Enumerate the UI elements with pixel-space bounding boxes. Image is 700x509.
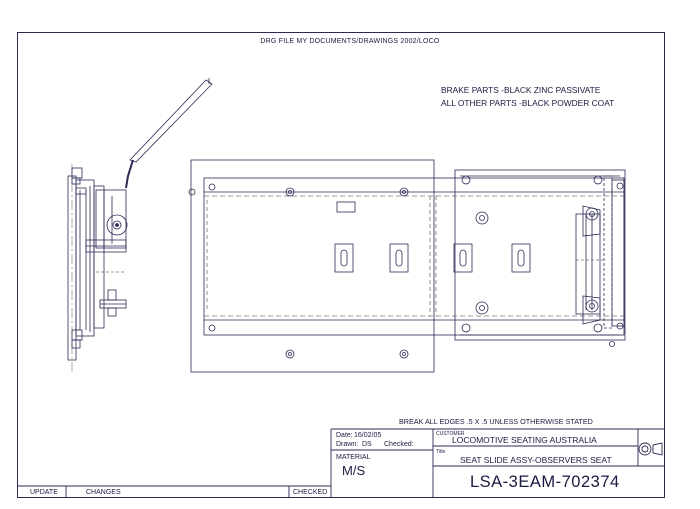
customer-label: CUSTOMER: [436, 431, 465, 437]
customer-value: LOCOMOTIVE SEATING AUSTRALIA: [452, 435, 597, 445]
revision-changes-label: CHANGES: [86, 489, 121, 496]
title-label: Title: [436, 449, 446, 455]
date-value: 16/02/05: [354, 432, 382, 439]
note-brake-parts: BRAKE PARTS -BLACK ZINC PASSIVATE: [441, 85, 601, 95]
checked-label: Checked:: [384, 441, 414, 448]
note-other-parts: ALL OTHER PARTS -BLACK POWDER COAT: [441, 98, 615, 108]
title-value: SEAT SLIDE ASSY-OBSERVERS SEAT: [460, 455, 612, 465]
plan-view-slots: [335, 202, 530, 272]
plan-view-holes: [189, 176, 623, 358]
projection-symbol-icon: [638, 440, 664, 458]
drawing-file-path: DRG FILE MY DOCUMENTS/DRAWINGS 2002/LOCO: [260, 38, 440, 45]
side-view-body: [68, 164, 126, 372]
drawn-value: DS: [362, 441, 372, 448]
date-label: Date:: [336, 432, 353, 439]
note-break-edges: BREAK ALL EDGES .5 X .5 UNLESS OTHERWISE STATED: [399, 417, 593, 426]
drawn-label: Drawn:: [336, 441, 359, 448]
side-view-brake-lever: [107, 78, 212, 235]
material-value: M/S: [342, 463, 366, 478]
revision-update-label: UPDATE: [30, 489, 58, 496]
drawing-number: LSA-3EAM-702374: [470, 473, 620, 491]
material-label: MATERIAL: [336, 454, 371, 461]
revision-checked-label: CHECKED: [293, 489, 328, 496]
